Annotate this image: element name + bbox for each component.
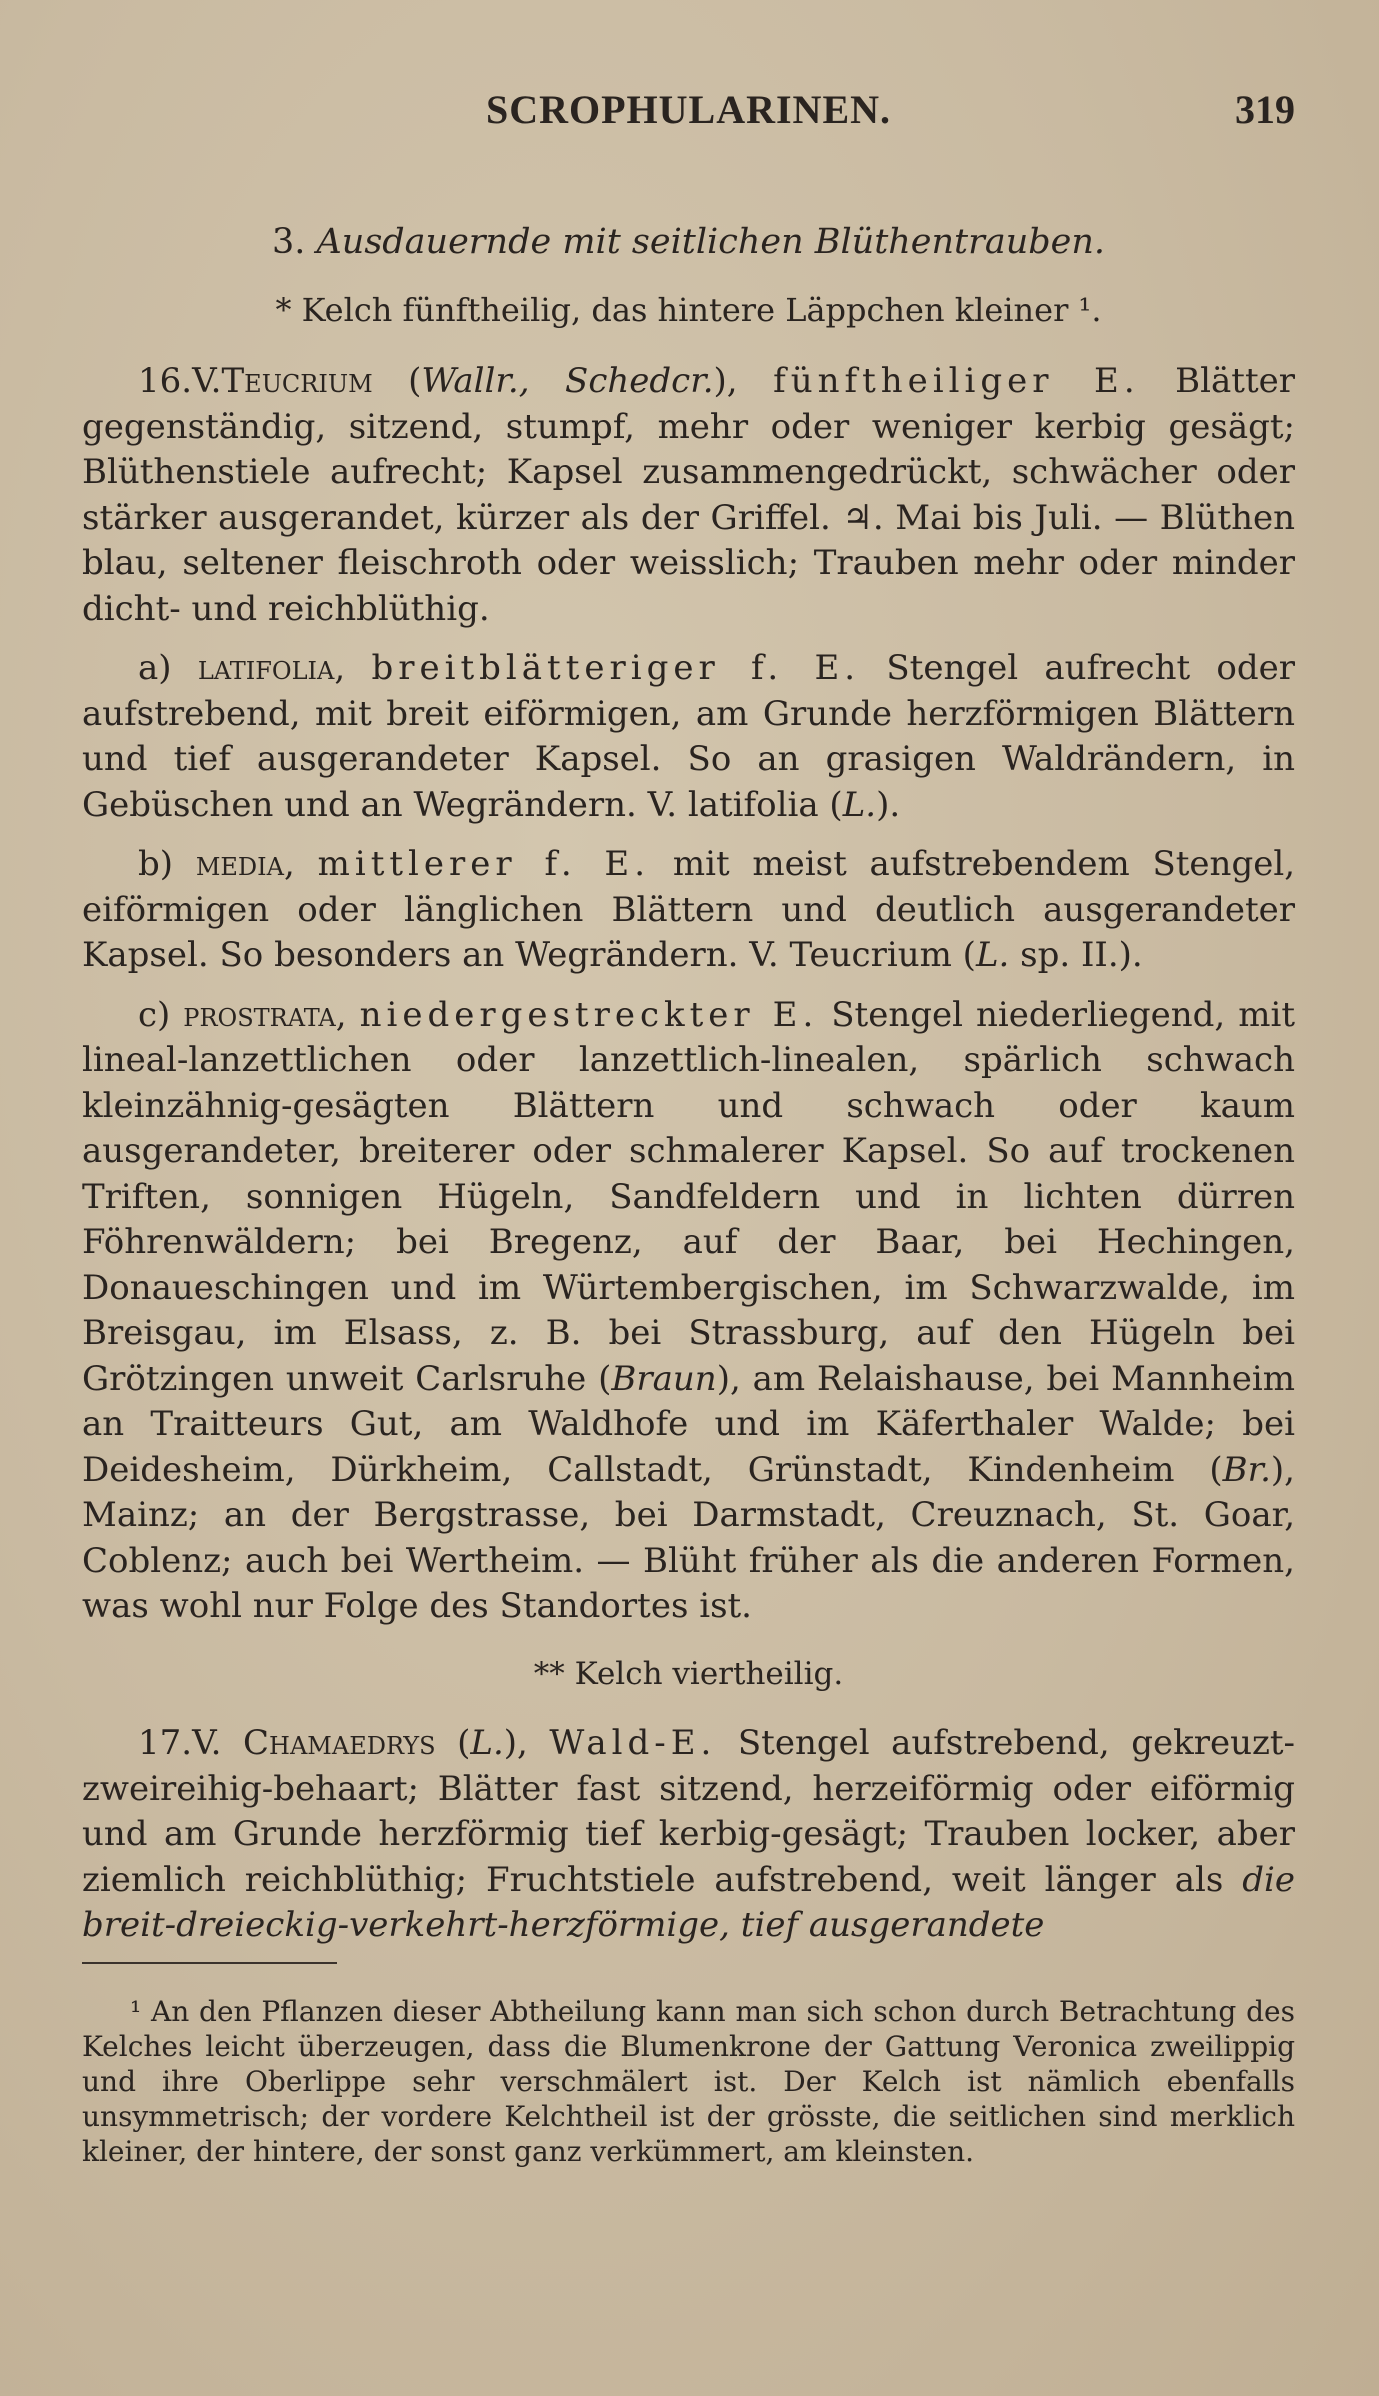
species-16-common-name: fünftheiliger E. [773, 361, 1140, 401]
variety-b-common-name: mittlerer f. E. [317, 844, 651, 884]
running-head [82, 86, 1295, 138]
species-16-open: ( [408, 361, 422, 401]
variety-a-name: latifolia, [197, 648, 346, 688]
species-16-name: Teucrium [221, 361, 373, 401]
variety-c-description-2: ), am Relaishause, bei Mannheim an Traitteurs Gut, am Waldhofe und im Käferthaler Walde; bei Deidesheim, Dürkheim, Callstadt, Grünstadt, Kindenheim ( [82, 1358, 1296, 1490]
species-16-paragraph [82, 359, 1295, 632]
section-number: 3. [271, 222, 306, 262]
page-number: 319 [1235, 87, 1295, 132]
variety-b-paragraph [82, 842, 1295, 979]
variety-a-end: ). [876, 784, 901, 825]
species-17-common-name: Wald-E. [549, 1723, 717, 1763]
variety-b-name: media, [195, 844, 295, 884]
variety-a-letter: a) [138, 648, 172, 688]
variety-b-author: L. [975, 935, 1010, 975]
variety-c-paragraph [82, 993, 1295, 1630]
subgroup-heading-1: * Kelch fünftheilig, das hintere Läppchen kleiner ¹. [275, 290, 1102, 329]
variety-c-description-1: Stengel niederliegend, mit lineal-lanzettlichen oder lanzettlich-linealen, spärlich schwach kleinzähnig-gesägten Blättern und schwach oder kaum ausgerandeter, breiterer oder schmalerer Kapsel. So auf trockenen Triften, sonnigen Hügeln, Sandfeldern und in lichten dürren Föhrenwäldern; bei Bregenz, auf der Baar, bei Hechingen, Donaueschingen und im Würtembergischen, im Schwarzwalde, im Breisgau, im Elsass, z. B. bei Strassburg, auf den Hügeln bei Grötzingen unweit Carlsruhe ( [82, 994, 1295, 1399]
variety-b-letter: b) [138, 844, 174, 884]
species-17-name: Chamaedrys [243, 1723, 436, 1763]
species-16-number: 16.V. [138, 361, 222, 401]
variety-c-description-3: ), Mainz; an der Bergstrasse, bei Darmstadt, Creuznach, St. Goar, Coblenz; auch bei Wertheim. — Blüht früher als die anderen Formen, was wohl nur Folge des Standortes ist. [82, 1449, 1295, 1626]
running-head-title: SCROPHULARINEN. [485, 87, 892, 132]
species-17-open: ( [457, 1723, 471, 1763]
species-17-description: Stengel aufstrebend, gekreuzt-zweireihig-behaart; Blätter fast sitzend, herzeiförmig oder eiförmig und am Grunde herzförmig tief kerbig-gesägt; Trauben locker, aber ziemlich reichblüthig; Fruchtstiele aufstrebend, weit länger als [82, 1723, 1296, 1900]
variety-a-paragraph [82, 646, 1295, 828]
variety-c-common-name: niedergestreckter E. [359, 994, 819, 1035]
species-17-close: ), [503, 1723, 528, 1763]
body-text [82, 220, 1295, 1963]
species-17-author: L. [470, 1723, 504, 1763]
variety-b-end: sp. II.). [1009, 935, 1143, 975]
species-17-number: 17.V. [138, 1723, 222, 1763]
section-title: Ausdauernde mit seitlichen Blüthentrauben. [316, 222, 1106, 262]
variety-c-name: prostrata, [183, 994, 347, 1035]
variety-c-author-1: Braun [611, 1358, 717, 1399]
species-16-description: Blätter gegenständig, sitzend, stumpf, mehr oder weniger kerbig gesägt; Blüthenstiele aufrecht; Kapsel zusammengedrückt, schwächer oder stärker ausgerandet, kürzer als der Griffel. ♃. Mai bis Juli. — Blüthen blau, seltener fleischroth oder weisslich; Trauben mehr oder minder dicht- und reichblüthig. [82, 361, 1295, 629]
subgroup-heading-2: ** Kelch viertheilig. [533, 1655, 844, 1692]
variety-a-description: Stengel aufrecht oder aufstrebend, mit breit eiförmigen, am Grunde herzförmigen Blättern und tief ausgerandeter Kapsel. So an grasigen Waldrändern, in Gebüschen und an Wegrändern. V. latifolia ( [82, 648, 1296, 825]
section-heading [82, 220, 1295, 266]
species-16-authors: Wallr., Schedcr. [421, 361, 714, 401]
variety-a-author: L. [842, 784, 877, 825]
variety-c-letter: c) [138, 994, 171, 1035]
variety-c-author-2: Br. [1222, 1449, 1271, 1490]
footnote: ¹ An den Pflanzen dieser Abtheilung kann man sich schon durch Betrachtung des Kelches leicht überzeugen, dass die Blumenkrone der Gattung Veronica zweilippig und ihre Oberlippe sehr verschmälert ist. Der Kelch ist nämlich ebenfalls unsymmetrisch; der vordere Kelchtheil ist der grösste, die seitlichen sind merklich kleiner, der hintere, der sonst ganz verkümmert, am kleinsten. [82, 1995, 1295, 2168]
species-16-close: ), [713, 361, 738, 401]
variety-a-common-name: breitblätteriger f. E. [371, 648, 861, 688]
species-17-italic-end: die breit-dreieckig-verkehrt-herzförmige, tief ausgerandete [82, 1859, 1295, 1945]
variety-b-description: mit meist aufstrebendem Stengel, eiförmigen oder länglichen Blättern und deutlich ausgerandeter Kapsel. So besonders an Wegrändern. V. Teucrium ( [82, 844, 1296, 975]
footnote-rule [82, 1962, 337, 1964]
species-17-paragraph [82, 1721, 1295, 1949]
